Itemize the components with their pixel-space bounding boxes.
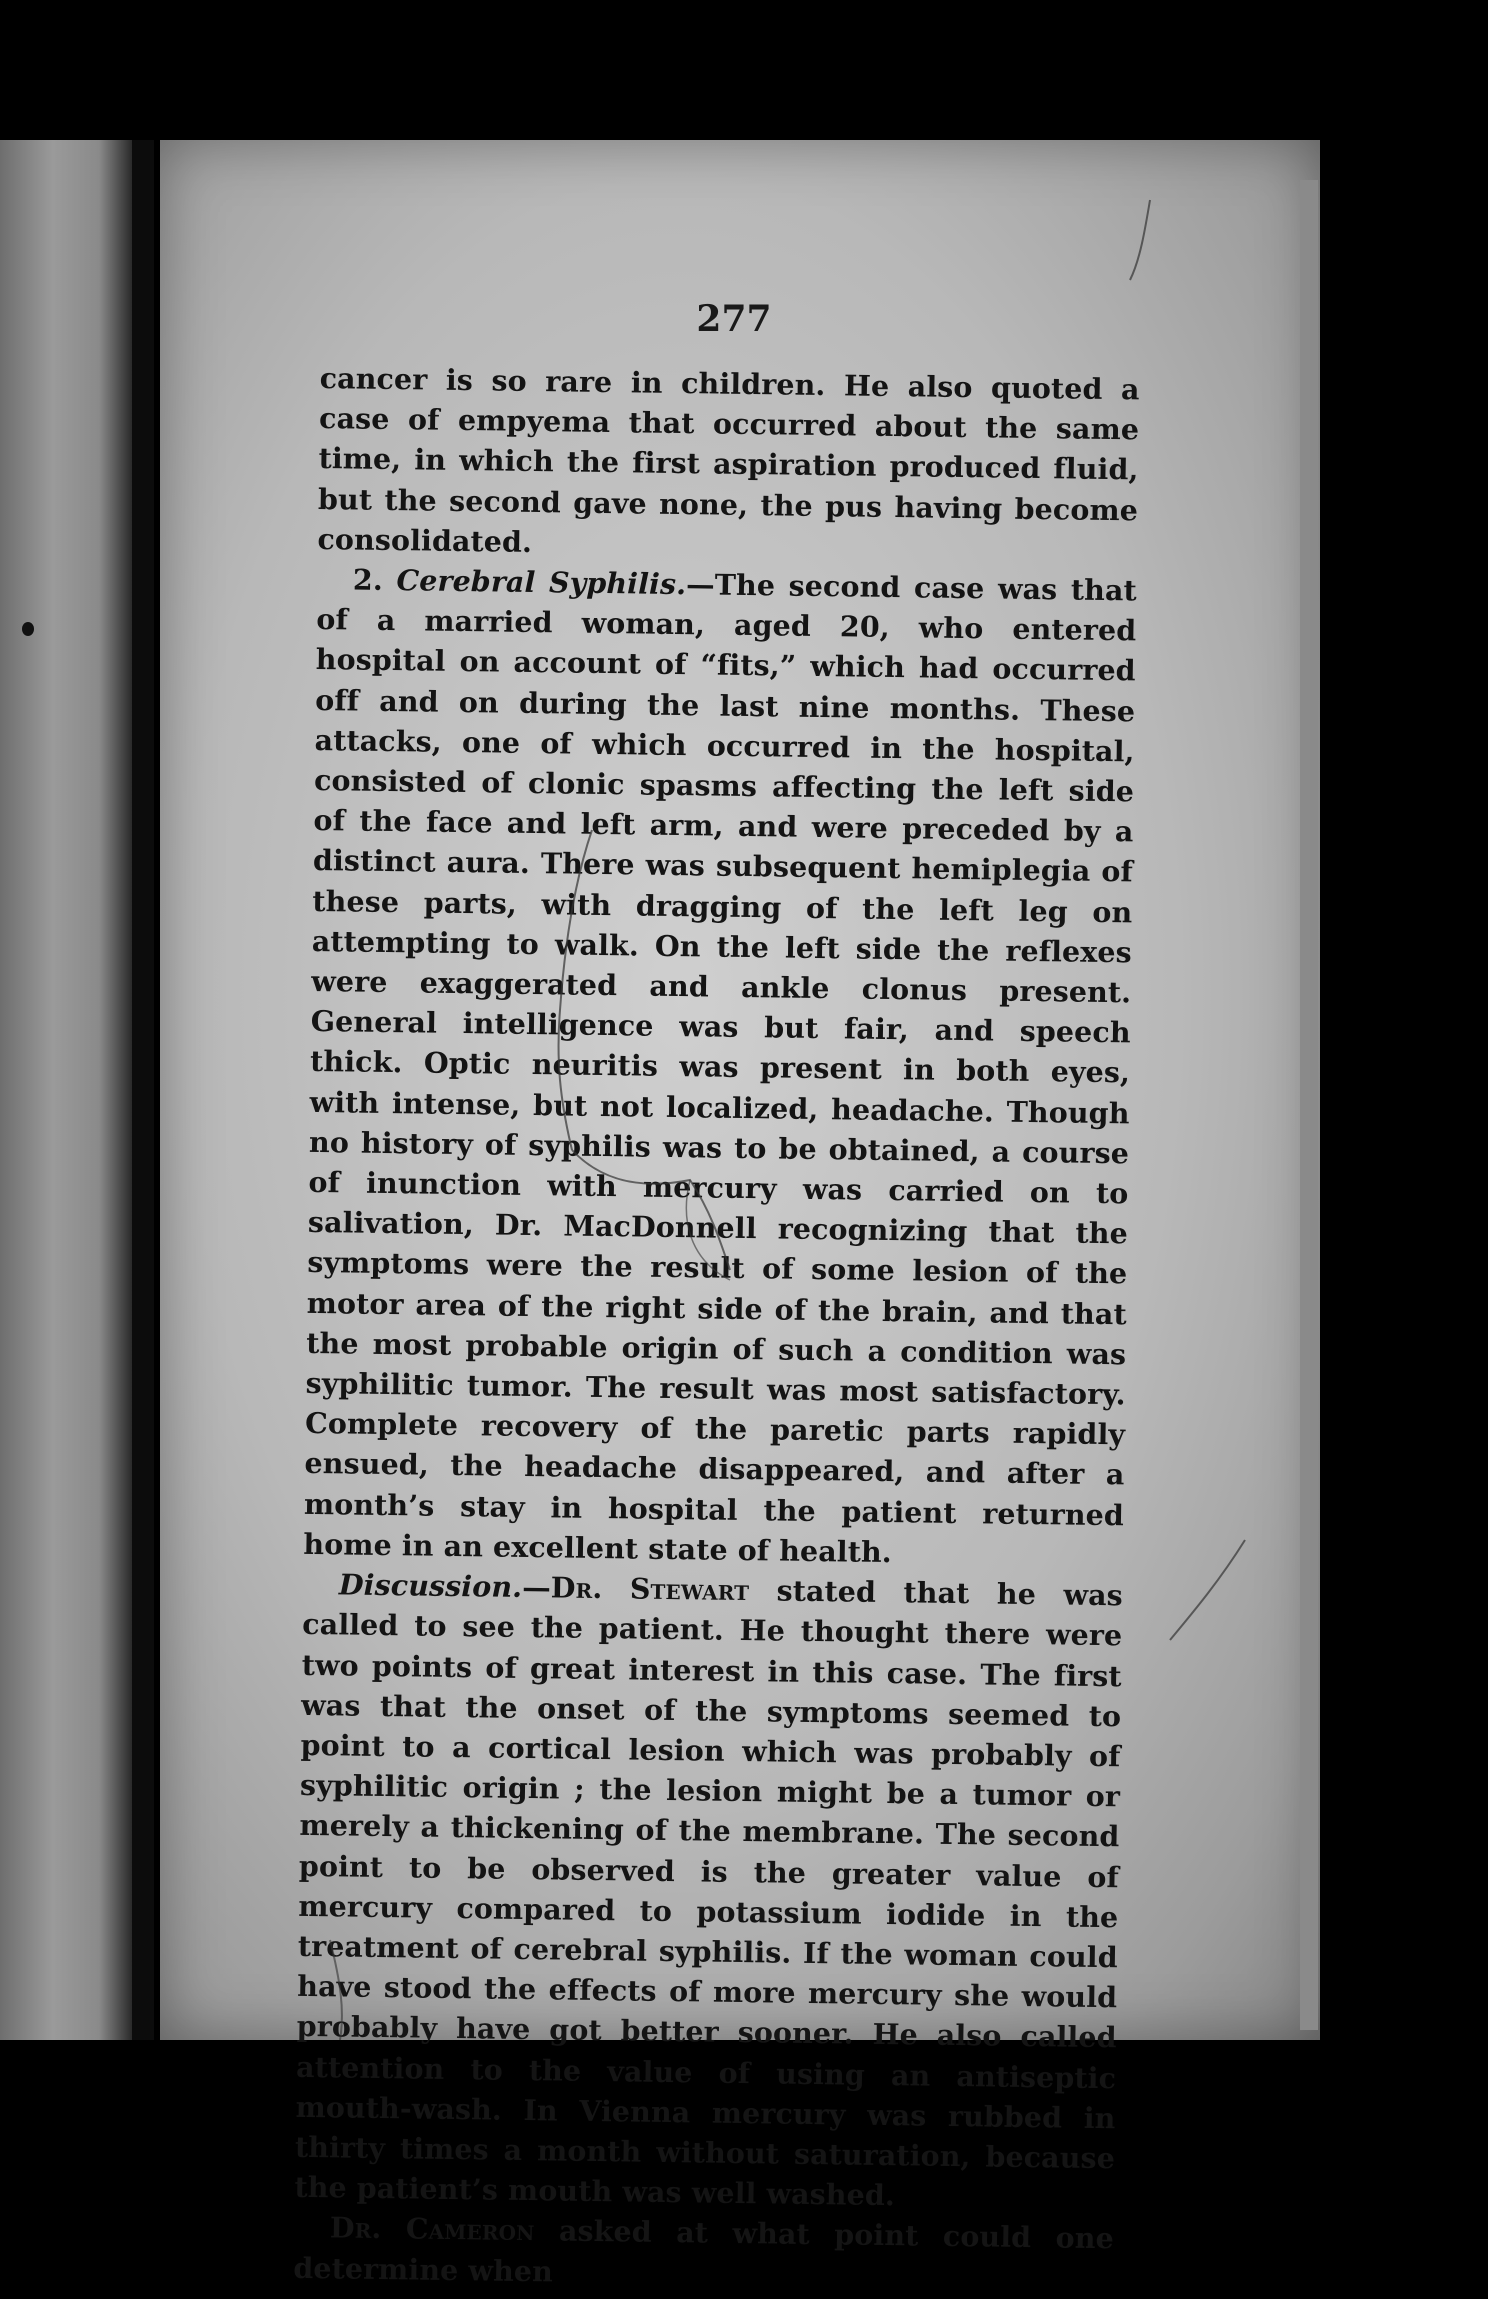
section-heading: Cerebral Syphilis. [396, 563, 687, 602]
paragraph-text: cancer is so rare in children. He also quoted a case of empyema that occurred about the same time, in which the first aspiration produced fluid, but the second gave none, the pus having become consolidated. [317, 360, 1140, 559]
page-edge [1300, 180, 1318, 2030]
paragraph-text: —The second case was that of a married woman, aged 20, who entered hospital on account of “fits,” which had occurred off and on during the last nine months. These attacks, one of which occurred in the hospital, consisted of clonic spasms affecting the left side of the face and left arm, and were preceded by a distinct aura. There was subsequent hemiplegia of these parts, with dragging of the left leg on attempting to walk. On the left side the reflexes were exaggerated and ankle clonus present. General intelligence was but fair, and speech thick. Optic neuritis was present in both eyes, with intense, but not localized, headache. Though no history of syphilis was to be obtained, a course of inunction with mercury was carried on to salivation, Dr. MacDonnell recognizing that the symptoms were the result of some lesion of the motor area of the right side of the brain, and that the most probable origin of such a condition was syphilitic tumor. The result was most satisfactory. Complete recovery of the paretic parts rapidly ensued, the headache disappeared, and after a month’s stay in hospital the patient returned home in an excellent state of health. [303, 567, 1138, 1569]
speaker-name: Dr. Cameron [329, 2210, 535, 2248]
ink-spot [22, 622, 34, 636]
section-heading: Discussion. [338, 1567, 523, 1605]
body-text [293, 358, 1140, 2299]
paragraph-1 [317, 358, 1140, 570]
dash: — [521, 1570, 552, 1605]
paragraph-text: asked at what point could one determine when [293, 2213, 1115, 2288]
gutter [132, 140, 154, 2040]
facing-page [0, 140, 132, 2040]
paragraph-3 [294, 1564, 1123, 2219]
paragraph-text: stated that he was called to see the patient. He thought there were two points of great interest in this case. The first was that the onset of the symptoms seemed to point to a cortical lesion which was probably of syphilitic origin ; the lesion might be a tumor or merely a thickening of the membrane. The second point to be observed is the greater value of mercury compared to potassium iodide in the treatment of cerebral syphilis. If the woman could have stood the effects of more mercury she would probably have got better sooner. He also called attention to the value of using an antiseptic mouth-wash. In Vienna mercury was rubbed in thirty times a month without saturation, because the patient’s mouth was well washed. [294, 1573, 1124, 2213]
paragraph-lead: 2. [352, 562, 397, 598]
page-number: 277 [696, 298, 772, 340]
paragraph-4 [293, 2207, 1114, 2299]
paragraph-2 [303, 559, 1137, 1575]
speaker-name: Dr. Stewart [550, 1570, 750, 1608]
